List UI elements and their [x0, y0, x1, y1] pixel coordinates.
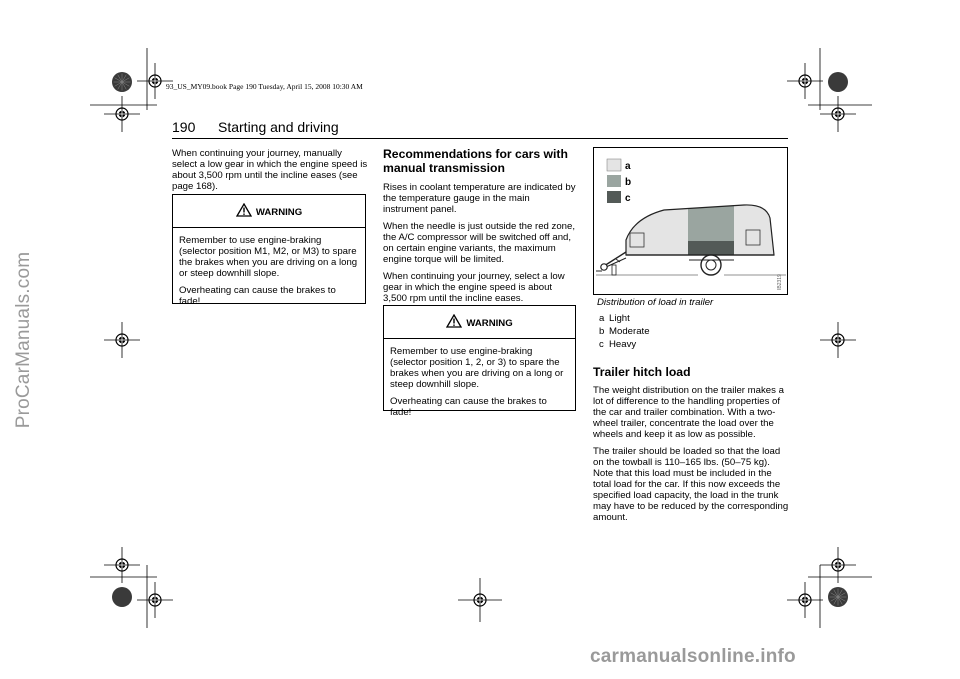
- warning-2-paragraph-1: Remember to use engine-braking (selector position 1, 2, or 3) to spare the brakes when you are driving on a long or steep downhill slope.: [390, 346, 564, 390]
- registration-target: [787, 63, 823, 99]
- registration-target: [787, 582, 823, 618]
- warning-1-paragraph-1: Remember to use engine-braking (selector position M1, M2, or M3) to spare the brakes when you are driving on a long or steep downhill slope.: [179, 235, 358, 279]
- warning-divider-2: [384, 338, 575, 339]
- load-item-light: a Light: [599, 313, 630, 324]
- registration-target: [458, 578, 502, 622]
- figure-caption: Distribution of load in trailer: [597, 297, 714, 308]
- registration-dot: [828, 72, 848, 92]
- legend-key-c: c: [625, 193, 631, 204]
- heading-trailer-hitch-load: Trailer hitch load: [593, 365, 691, 379]
- warning-triangle-icon: [236, 203, 252, 220]
- col2-paragraph-2: When the needle is just outside the red zone, the A/C compressor will be switched off and, on certain engine variants, the maximum engine torque will be limited.: [383, 221, 575, 265]
- registration-target: [137, 63, 173, 99]
- warning-1-paragraph-2: Overheating can cause the brakes to fade!: [179, 285, 336, 307]
- registration-target: [104, 96, 140, 132]
- col3-paragraph-1: The weight distribution on the trailer makes a lot of difference to the handling properties of the car and trailer combination. With a two-wheel trailer, concentrate the load over the wheels and keep it as low as possible.: [593, 385, 784, 440]
- col2-paragraph-3: When continuing your journey, select a low gear in which the engine speed is about 3,500 rpm until the incline eases.: [383, 271, 565, 304]
- intro-paragraph: When continuing your journey, manually select a low gear in which the engine speed is about 3,500 rpm until the incline eases (see page 168).: [172, 148, 368, 192]
- registration-target: [104, 547, 140, 583]
- footer-watermark: carmanualsonline.info: [590, 646, 796, 667]
- warning-divider-1: [173, 227, 365, 228]
- warning-box-2: [383, 305, 576, 418]
- figure-code: IB2319: [777, 274, 783, 290]
- col3-paragraph-2: The trailer should be loaded so that the load on the towball is 110–165 lbs. (50–75 kg). Note that this load must be included in the total load for the car. If this now exceeds the specified load capacity, the load in the trunk may have to be reduced by the corresponding amount.: [593, 446, 789, 523]
- warning-title-text-2: WARNING: [466, 318, 513, 329]
- trailer-load-figure: [593, 147, 788, 295]
- legend-key-a: a: [625, 161, 631, 172]
- legend-key-b: b: [625, 177, 632, 188]
- registration-target: [820, 547, 856, 583]
- col2-paragraph-1: Rises in coolant temperature are indicated by the temperature gauge in the main instrument panel.: [383, 182, 576, 215]
- warning-title-text-1: WARNING: [255, 207, 303, 218]
- load-legend-list: [599, 312, 779, 351]
- load-item-moderate: b Moderate: [599, 326, 650, 337]
- trailer-illustration: [594, 148, 787, 294]
- registration-target: [104, 322, 140, 358]
- registration-target: [137, 582, 173, 618]
- warning-2-paragraph-2: Overheating can cause the brakes to fade!: [390, 396, 547, 418]
- registration-target: [820, 322, 856, 358]
- warning-box-1: [172, 194, 366, 307]
- registration-dot: [828, 587, 848, 607]
- legend-swatch-b: [607, 175, 621, 187]
- heading-manual-transmission: Recommendations for cars with manual transmission: [383, 147, 568, 175]
- column-3-text: [593, 365, 789, 529]
- header-rule: [172, 138, 788, 139]
- registration-dot: [112, 587, 132, 607]
- column-1: [172, 148, 368, 198]
- warning-triangle-icon: [446, 314, 462, 331]
- warning-title-1: [179, 203, 359, 220]
- legend-swatch-a: [607, 159, 621, 171]
- side-watermark-text: ProCarManuals.com: [13, 251, 34, 429]
- registration-target: [820, 96, 856, 132]
- section-title: Starting and driving: [218, 119, 339, 135]
- page-number: 190: [172, 119, 196, 135]
- book-tag: 93_US_MY09.book Page 190 Tuesday, April 15, 2008 10:30 AM: [166, 82, 363, 91]
- registration-dot: [112, 72, 132, 92]
- load-item-heavy: c Heavy: [599, 339, 637, 350]
- warning-title-2: [390, 314, 569, 331]
- column-2: [383, 147, 577, 310]
- legend-swatch-c: [607, 191, 621, 203]
